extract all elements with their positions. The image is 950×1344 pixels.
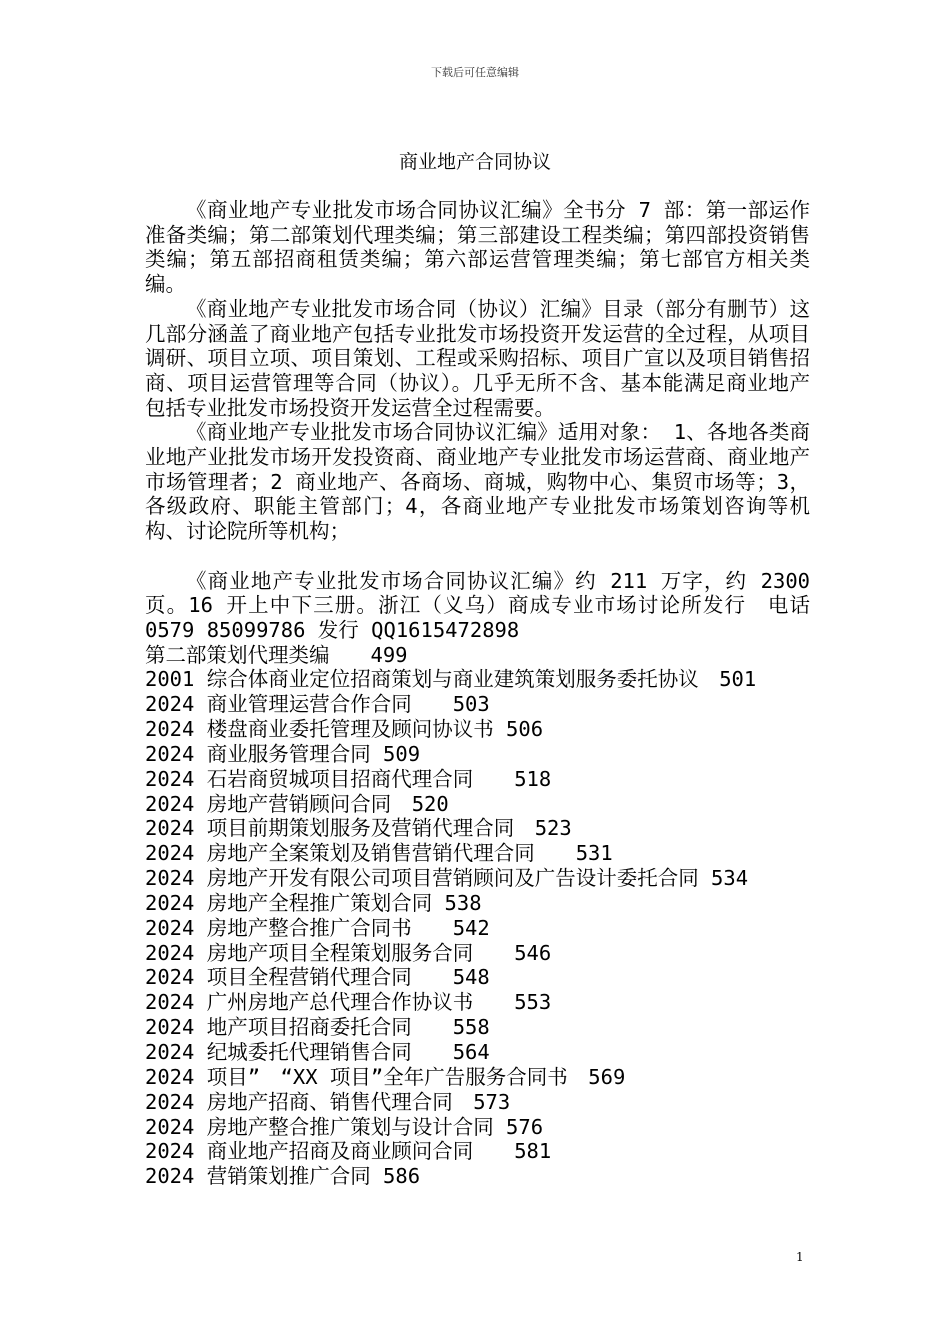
toc-item: 2024 房地产招商、销售代理合同 573: [145, 1089, 511, 1114]
contents-paragraph: 《商业地产专业批发市场合同（协议）汇编》目录（部分有删节）这几部分涵盖了商业地产包括专业批发市场投资开发运营的全过程，从项目调研、项目立项、项目策划、工程或采购招标、项目广宣以及项目销售招商、项目运营管理等合同（协议）。几乎无所不含、基本能满足商业地产包括专业批发市场投资开发运营全过程需要。: [145, 296, 810, 420]
toc-item: 2024 石岩商贸城项目招商代理合同 518: [145, 766, 552, 791]
toc-item: 2024 商业服务管理合同 509: [145, 741, 421, 766]
toc-item: 2024 房地产项目全程策划服务合同 546: [145, 940, 552, 965]
toc-item: 2024 房地产整合推广合同书 542: [145, 915, 490, 940]
toc-item: 2024 商业管理运营合作合同 503: [145, 692, 490, 717]
intro-paragraph: 《商业地产专业批发市场合同协议汇编》全书分 7 部：第一部运作准备类编；第二部策划代理类编；第三部建设工程类编；第四部投资销售类编；第五部招商租赁类编；第六部运营管理类编；第七部官方相关类编。: [145, 198, 810, 297]
toc-item: 2024 项目” “XX 项目”全年广告服务合同书 569: [145, 1064, 626, 1089]
toc-item: 2024 项目前期策划服务及营销代理合同 523: [145, 816, 572, 841]
toc-item: 2024 广州房地产总代理合作协议书 553: [145, 990, 552, 1015]
toc-item: 2024 房地产全案策划及销售营销代理合同 531: [145, 841, 613, 866]
audience-paragraph: 《商业地产专业批发市场合同协议汇编》适用对象： 1、各地各类商业地产业批发市场开发投资商、商业地产专业批发市场运营商、商业地产市场管理者；2 商业地产、各商场、商城，购物中心、集贸市场等；3，各级政府、职能主管部门；4，各商业地产专业批发市场策划咨询等机构、讨论院所等机构；: [145, 420, 810, 544]
toc-item: 2024 营销策划推广合同 586: [145, 1164, 421, 1189]
blank-line: [145, 544, 810, 569]
toc-item: 2001 综合体商业定位招商策划与商业建筑策划服务委托协议 501: [145, 667, 757, 692]
toc-item: 2024 楼盘商业委托管理及顾问协议书 506: [145, 717, 544, 742]
document-body: [145, 198, 810, 1189]
toc-item: 2024 地产项目招商委托合同 558: [145, 1015, 490, 1040]
toc-item: 2024 商业地产招商及商业顾问合同 581: [145, 1139, 552, 1164]
toc-item: 2024 纪城委托代理销售合同 564: [145, 1040, 490, 1064]
toc-item: 2024 房地产营销顾问合同 520: [145, 791, 449, 816]
toc-item: 2024 项目全程营销代理合同 548: [145, 965, 490, 990]
document-title: 商业地产合同协议: [398, 151, 551, 173]
page-number: 1: [796, 1250, 804, 1264]
toc-item: 2024 房地产整合推广策划与设计合同 576: [145, 1114, 544, 1139]
toc-list: [145, 667, 810, 1189]
toc-item: 2024 房地产全程推广策划合同 538: [145, 890, 482, 915]
toc-item: 2024 房地产开发有限公司项目营销顾问及广告设计委托合同 534: [145, 866, 749, 891]
page-header: 下载后可任意编辑: [431, 66, 519, 79]
toc-heading: 第二部策划代理类编 499: [145, 642, 408, 667]
publication-paragraph: 《商业地产专业批发市场合同协议汇编》约 211 万字，约 2300 页。16 开上中下三册。浙江（义乌）商成专业市场讨论所发行 电话 0579 85099786 发行 QQ1615472898: [145, 568, 810, 642]
